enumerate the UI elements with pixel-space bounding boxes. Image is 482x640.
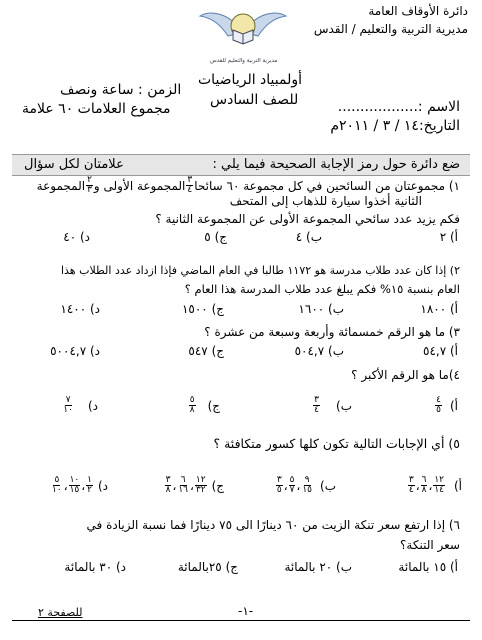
q5-c-f1-num: ١٢ [195, 475, 206, 485]
q5-d-f2-num: ١٠ [69, 475, 80, 485]
question-6-line-2: سعر التنكة؟ [400, 538, 460, 552]
logo [198, 2, 288, 60]
q5-b-f2-num: ٥ [289, 475, 295, 485]
q6-option-c[interactable]: ج) ٢٥بالمائة [177, 560, 238, 574]
q5-b-f1-num: ٩ [304, 475, 310, 485]
q3-option-c[interactable]: ج) ٥٤٧ [188, 344, 224, 358]
q4-option-a-letter: أ) [449, 398, 458, 413]
q5-c-f2-num: ٦ [180, 475, 186, 485]
q5-c-f2-den: ١٦ [178, 485, 189, 495]
q4-option-b-letter: ب) [336, 398, 352, 413]
org-line-1: دائرة الأوقاف العامة [368, 4, 468, 18]
q5-a-f1-den: ١٤ [434, 485, 444, 495]
q5-c-sep-1: ، [190, 478, 194, 493]
question-3: ٣) ما هو الرقم خمسمائة وأربعة وسبعة من عشرة ؟ [204, 325, 460, 339]
q5-b-f2-den: ٧ [289, 485, 295, 495]
q5-a-f2-num: ٦ [421, 475, 427, 485]
q5-d-sep-1: ، [81, 478, 86, 493]
q5-b-sep-2: ، [283, 478, 288, 493]
q4-option-c-fraction [189, 396, 196, 415]
q5-c-fraction-3 [165, 476, 172, 495]
page-number: -١- [238, 604, 254, 618]
q6-option-b[interactable]: ب) ٢٠ بالمائة [284, 560, 352, 574]
q1-option-c[interactable]: ج) ٥ [204, 230, 227, 244]
q5-c-sep-2: ، [172, 478, 177, 493]
q2-option-d[interactable]: د) ١٤٠٠ [60, 302, 100, 316]
q2-option-a[interactable]: أ) ١٨٠٠ [420, 302, 458, 316]
q1-frac2-denominator: ٣ [87, 185, 92, 195]
q1-option-b[interactable]: ب) ٤ [295, 230, 322, 244]
q5-c-f3-num: ٣ [165, 475, 171, 485]
q5-d-f1-den: ٢ [87, 485, 92, 495]
q4-option-b[interactable] [312, 396, 352, 415]
question-1-line-2: الثانية أخذوا سيارة للذهاب إلى المتحف [229, 194, 422, 208]
q4-option-d-fraction [62, 396, 74, 415]
q5-d-f2-den: ١٥ [69, 485, 80, 495]
q5-b-f3-num: ٣ [276, 475, 282, 485]
q5-a-fraction-3 [408, 476, 415, 495]
q5-a-f2-den: ٨ [421, 485, 427, 495]
q4-option-b-numerator: ٣ [314, 395, 320, 405]
q4-option-d[interactable] [61, 396, 98, 415]
q4-option-a[interactable] [434, 396, 458, 415]
q5-option-a-letter: أ) [453, 478, 462, 493]
q5-d-sep-2: ، [63, 478, 68, 493]
q1-frac2-numerator: ٢ [87, 175, 92, 185]
q5-c-fraction-2 [177, 476, 189, 495]
q4-option-c-letter: ج) [207, 398, 220, 413]
q1-text-a: ١) مجموعتان من السائحين في كل مجموعة ٦٠ سائحا [194, 178, 460, 193]
q1-option-a[interactable]: أ) ٢ [439, 230, 458, 244]
q5-option-b[interactable] [275, 476, 336, 495]
q1-frac1-numerator: ٣ [187, 175, 193, 185]
q5-d-f3-den: ١٠ [52, 485, 62, 495]
q3-option-b[interactable]: ب) ٥٠٤,٧ [294, 344, 344, 358]
q3-option-d[interactable]: د) ٥٠٠٤,٧ [50, 344, 100, 358]
q4-option-a-fraction [435, 396, 442, 415]
q5-a-f1-num: ١٢ [434, 475, 444, 485]
q1-option-d[interactable]: د) ٤٠ [63, 230, 90, 244]
q5-c-f3-den: ٨ [165, 485, 171, 495]
q5-option-c-letter: ج) [211, 478, 224, 493]
winged-book-emblem-icon [198, 2, 288, 60]
q5-d-fraction-1 [86, 476, 93, 495]
q4-option-a-numerator: ٤ [436, 395, 441, 405]
q5-a-f3-num: ٣ [408, 475, 414, 485]
q5-b-fraction-1 [301, 476, 313, 495]
q5-a-fraction-1 [433, 476, 445, 495]
instruction-text: ضع دائرة حول رمز الإجابة الصحيحة فيما يلي : [212, 157, 460, 172]
q5-c-fraction-1 [195, 476, 207, 495]
q6-option-a[interactable]: أ) ١٥ بالمائة [398, 560, 458, 574]
org-line-2: مديرية التربية والتعليم / القدس [313, 22, 468, 36]
question-1-line-3: فكم يزيد عدد سائحي المجموعة الأولى عن المجموعة الثانية ؟ [155, 212, 460, 226]
q5-a-sep-1: ، [428, 478, 433, 493]
q5-option-b-letter: ب) [320, 478, 336, 493]
name-field: الاسم :.................. [337, 99, 460, 115]
q4-option-b-denominator: ٤ [314, 405, 320, 415]
q2-option-b[interactable]: ب) ١٦٠٠ [298, 302, 344, 316]
q5-b-sep-1: ، [296, 478, 301, 493]
q1-frac1-denominator: ٤ [187, 185, 193, 195]
q5-c-f1-den: ٣٢ [195, 485, 206, 495]
next-page-note: للصفحة ٢ [38, 606, 83, 619]
date-field: التاريخ:١٤ / ٣ / ٢٠١١م [330, 118, 460, 134]
q5-d-f1-num: ١ [87, 475, 92, 485]
q5-a-f3-den: ٤ [408, 485, 414, 495]
q4-option-c-denominator: ٨ [189, 405, 195, 415]
question-1-line-1 [37, 176, 460, 195]
q5-d-fraction-2 [69, 476, 81, 495]
exam-grade: للصف السادس [210, 92, 299, 108]
q4-option-d-letter: د) [87, 398, 98, 413]
question-4: ٤)ما هو الرقم الأكبر ؟ [351, 368, 460, 382]
q4-option-c[interactable] [188, 396, 220, 415]
q2-option-c[interactable]: ج) ١٥٠٠ [181, 302, 224, 316]
q5-b-fraction-2 [289, 476, 296, 495]
q5-b-f1-den: ١٥ [302, 485, 313, 495]
q5-b-f3-den: ٥ [276, 485, 282, 495]
q4-option-d-numerator: ٧ [65, 395, 71, 405]
q4-option-d-denominator: ١٠ [63, 405, 73, 415]
q4-option-c-numerator: ٥ [189, 395, 195, 405]
question-2-line-1: ٢) إذا كان عدد طلاب مدرسة هو ١١٧٢ طالبا في العام الماضي فإذا ازداد عدد الطلاب هذا [60, 264, 460, 277]
q3-option-a[interactable]: أ) ٥٤,٧ [423, 344, 458, 358]
q5-a-sep-2: ، [415, 478, 420, 493]
q4-option-a-denominator: ٥ [436, 405, 441, 415]
question-2-line-2: العام بنسبة ١٥% فكم يبلغ عدد طلاب المدرسة هذا العام ؟ [184, 282, 460, 296]
q5-d-f3-num: ٥ [54, 475, 60, 485]
q1-text-c: المجموعة [36, 178, 86, 193]
q1-fraction-1 [186, 176, 193, 195]
logo-caption: مديرية التربية والتعليم للقدس [210, 58, 278, 64]
exam-title: أولمبياد الرياضيات [198, 72, 303, 88]
q1-text-b: المجموعة الأولى و [93, 178, 186, 193]
question-5: ٥) أي الإجابات التالية تكون كلها كسور متكافئة ؟ [213, 436, 460, 451]
question-6-line-1: ٦) إذا ارتفع سعر تنكة الزيت من ٦٠ دينارًا الى ٧٥ دينارًا فما نسبة الزيادة في [86, 518, 460, 532]
marks-note: علامتان لكل سؤال [24, 157, 124, 172]
q5-d-fraction-3 [51, 476, 63, 495]
q5-option-d-letter: د) [97, 478, 108, 493]
footer-rule [12, 620, 470, 621]
q1-fraction-2 [86, 176, 93, 195]
total-label: مجموع العلامات ٦٠ علامة [22, 101, 171, 117]
time-label: الزمن : ساعة ونصف [60, 82, 182, 98]
q5-option-a[interactable] [407, 476, 462, 495]
q6-option-d[interactable]: د) ٣٠ بالمائة [64, 560, 126, 574]
q5-a-fraction-2 [421, 476, 428, 495]
q5-b-fraction-3 [276, 476, 283, 495]
q5-option-c[interactable] [164, 476, 224, 495]
q4-option-b-fraction [313, 396, 320, 415]
q5-option-d[interactable] [50, 476, 108, 495]
